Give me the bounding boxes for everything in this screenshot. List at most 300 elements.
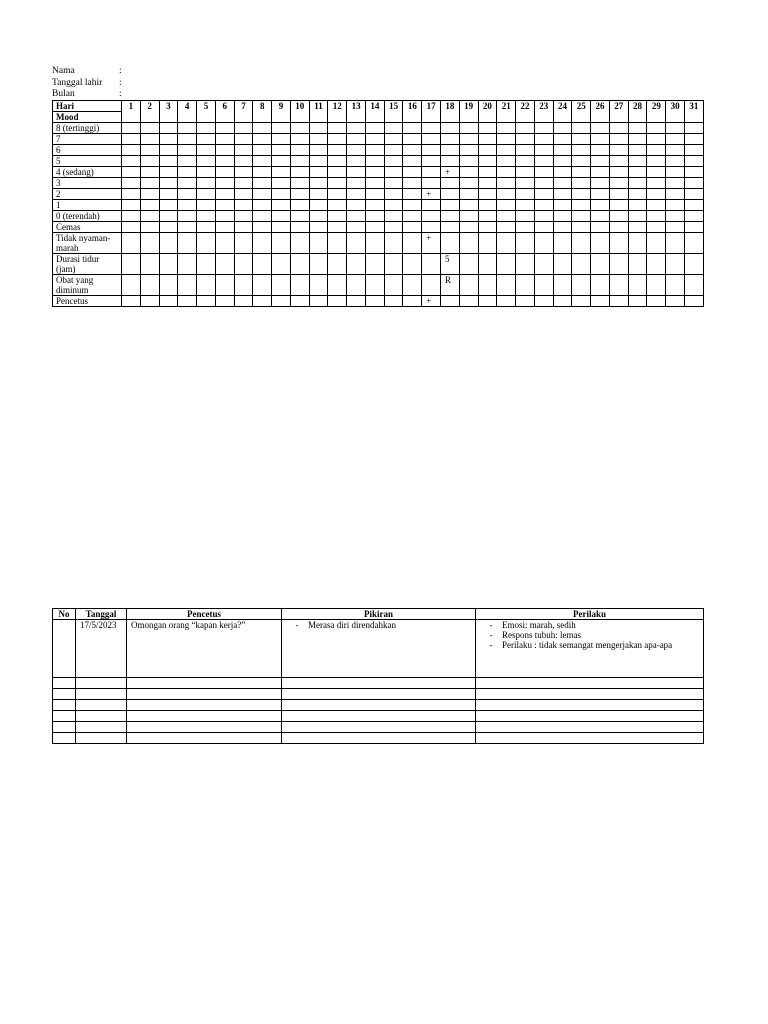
- grid-cell[interactable]: [328, 233, 347, 254]
- grid-cell[interactable]: [159, 200, 178, 211]
- grid-cell[interactable]: [684, 200, 703, 211]
- grid-cell[interactable]: [253, 254, 272, 275]
- grid-cell[interactable]: [666, 156, 685, 167]
- grid-cell[interactable]: [272, 254, 291, 275]
- grid-cell[interactable]: [178, 222, 197, 233]
- empty-cell[interactable]: [53, 700, 76, 711]
- grid-cell[interactable]: [253, 167, 272, 178]
- grid-cell[interactable]: [684, 222, 703, 233]
- grid-cell[interactable]: [516, 200, 535, 211]
- grid-cell[interactable]: [628, 156, 647, 167]
- grid-cell[interactable]: [328, 189, 347, 200]
- grid-cell[interactable]: [122, 145, 141, 156]
- grid-cell[interactable]: [178, 167, 197, 178]
- grid-cell[interactable]: [497, 275, 516, 296]
- grid-cell[interactable]: [309, 123, 328, 134]
- grid-cell[interactable]: [647, 222, 666, 233]
- grid-cell[interactable]: [290, 296, 309, 307]
- grid-cell[interactable]: [290, 156, 309, 167]
- grid-cell[interactable]: [122, 189, 141, 200]
- grid-cell[interactable]: [422, 167, 441, 178]
- grid-cell[interactable]: [253, 233, 272, 254]
- grid-cell[interactable]: [122, 211, 141, 222]
- grid-cell[interactable]: [178, 296, 197, 307]
- grid-cell[interactable]: [534, 156, 553, 167]
- grid-cell[interactable]: [628, 211, 647, 222]
- grid-cell[interactable]: [572, 233, 591, 254]
- grid-cell[interactable]: [384, 189, 403, 200]
- grid-cell[interactable]: [290, 222, 309, 233]
- grid-cell[interactable]: [591, 233, 610, 254]
- grid-cell[interactable]: [347, 296, 366, 307]
- grid-cell[interactable]: [609, 222, 628, 233]
- grid-cell[interactable]: [684, 134, 703, 145]
- grid-cell[interactable]: [403, 254, 422, 275]
- grid-cell[interactable]: [441, 222, 460, 233]
- grid-cell[interactable]: [347, 200, 366, 211]
- grid-cell[interactable]: [253, 200, 272, 211]
- grid-cell[interactable]: [647, 123, 666, 134]
- grid-cell[interactable]: [609, 200, 628, 211]
- grid-cell[interactable]: [403, 211, 422, 222]
- grid-cell[interactable]: [122, 222, 141, 233]
- grid-cell[interactable]: [234, 275, 253, 296]
- grid-cell[interactable]: [253, 145, 272, 156]
- grid-cell[interactable]: [647, 167, 666, 178]
- grid-cell[interactable]: [628, 134, 647, 145]
- grid-cell[interactable]: [553, 200, 572, 211]
- grid-cell[interactable]: [647, 200, 666, 211]
- grid-cell[interactable]: [290, 134, 309, 145]
- grid-cell[interactable]: [140, 296, 159, 307]
- grid-cell[interactable]: [497, 254, 516, 275]
- grid-cell[interactable]: [159, 134, 178, 145]
- grid-cell[interactable]: [422, 275, 441, 296]
- grid-cell[interactable]: [234, 222, 253, 233]
- empty-cell[interactable]: [76, 700, 127, 711]
- grid-cell[interactable]: [441, 233, 460, 254]
- grid-cell[interactable]: [197, 211, 216, 222]
- grid-cell[interactable]: [591, 222, 610, 233]
- grid-cell[interactable]: [197, 222, 216, 233]
- grid-cell[interactable]: [422, 211, 441, 222]
- grid-cell[interactable]: [215, 222, 234, 233]
- grid-cell[interactable]: [459, 211, 478, 222]
- empty-cell[interactable]: [282, 700, 476, 711]
- grid-cell[interactable]: [384, 211, 403, 222]
- grid-cell[interactable]: [666, 123, 685, 134]
- grid-cell[interactable]: [628, 222, 647, 233]
- grid-cell[interactable]: [666, 296, 685, 307]
- empty-cell[interactable]: [282, 689, 476, 700]
- grid-cell[interactable]: [591, 134, 610, 145]
- grid-cell[interactable]: [628, 167, 647, 178]
- grid-cell[interactable]: [384, 178, 403, 189]
- mark-cell[interactable]: +: [422, 296, 441, 307]
- grid-cell[interactable]: [328, 123, 347, 134]
- grid-cell[interactable]: [666, 254, 685, 275]
- grid-cell[interactable]: [309, 222, 328, 233]
- grid-cell[interactable]: [272, 189, 291, 200]
- empty-cell[interactable]: [127, 700, 282, 711]
- grid-cell[interactable]: [516, 211, 535, 222]
- grid-cell[interactable]: [215, 145, 234, 156]
- grid-cell[interactable]: [309, 200, 328, 211]
- grid-cell[interactable]: [459, 200, 478, 211]
- grid-cell[interactable]: [591, 145, 610, 156]
- grid-cell[interactable]: [272, 156, 291, 167]
- grid-cell[interactable]: [365, 123, 384, 134]
- grid-cell[interactable]: [122, 254, 141, 275]
- grid-cell[interactable]: [534, 222, 553, 233]
- grid-cell[interactable]: [628, 145, 647, 156]
- grid-cell[interactable]: [516, 222, 535, 233]
- grid-cell[interactable]: [684, 296, 703, 307]
- grid-cell[interactable]: [516, 167, 535, 178]
- grid-cell[interactable]: [459, 189, 478, 200]
- grid-cell[interactable]: [140, 123, 159, 134]
- grid-cell[interactable]: [384, 145, 403, 156]
- grid-cell[interactable]: [422, 178, 441, 189]
- grid-cell[interactable]: [347, 156, 366, 167]
- grid-cell[interactable]: [197, 156, 216, 167]
- grid-cell[interactable]: [534, 167, 553, 178]
- grid-cell[interactable]: [422, 222, 441, 233]
- grid-cell[interactable]: [572, 178, 591, 189]
- grid-cell[interactable]: [215, 123, 234, 134]
- grid-cell[interactable]: [572, 189, 591, 200]
- grid-cell[interactable]: [459, 222, 478, 233]
- grid-cell[interactable]: [478, 296, 497, 307]
- grid-cell[interactable]: [384, 233, 403, 254]
- grid-cell[interactable]: [159, 189, 178, 200]
- grid-cell[interactable]: [516, 275, 535, 296]
- grid-cell[interactable]: [572, 200, 591, 211]
- grid-cell[interactable]: [684, 156, 703, 167]
- grid-cell[interactable]: [140, 167, 159, 178]
- grid-cell[interactable]: [441, 189, 460, 200]
- grid-cell[interactable]: [403, 123, 422, 134]
- grid-cell[interactable]: [572, 145, 591, 156]
- grid-cell[interactable]: [328, 178, 347, 189]
- empty-cell[interactable]: [476, 711, 704, 722]
- grid-cell[interactable]: [272, 134, 291, 145]
- grid-cell[interactable]: [347, 211, 366, 222]
- grid-cell[interactable]: [365, 134, 384, 145]
- empty-cell[interactable]: [282, 711, 476, 722]
- grid-cell[interactable]: [403, 145, 422, 156]
- empty-cell[interactable]: [76, 722, 127, 733]
- grid-cell[interactable]: [159, 145, 178, 156]
- grid-cell[interactable]: [647, 178, 666, 189]
- grid-cell[interactable]: [140, 275, 159, 296]
- grid-cell[interactable]: [684, 254, 703, 275]
- grid-cell[interactable]: [272, 145, 291, 156]
- grid-cell[interactable]: [553, 123, 572, 134]
- grid-cell[interactable]: [290, 211, 309, 222]
- grid-cell[interactable]: [497, 233, 516, 254]
- grid-cell[interactable]: [647, 156, 666, 167]
- grid-cell[interactable]: [591, 178, 610, 189]
- grid-cell[interactable]: [365, 222, 384, 233]
- grid-cell[interactable]: [159, 222, 178, 233]
- grid-cell[interactable]: [591, 167, 610, 178]
- grid-cell[interactable]: [478, 211, 497, 222]
- grid-cell[interactable]: [347, 134, 366, 145]
- grid-cell[interactable]: [178, 275, 197, 296]
- grid-cell[interactable]: [534, 189, 553, 200]
- grid-cell[interactable]: [591, 211, 610, 222]
- grid-cell[interactable]: [591, 123, 610, 134]
- empty-cell[interactable]: [476, 700, 704, 711]
- empty-cell[interactable]: [476, 722, 704, 733]
- grid-cell[interactable]: [497, 211, 516, 222]
- grid-cell[interactable]: [178, 254, 197, 275]
- grid-cell[interactable]: [197, 145, 216, 156]
- grid-cell[interactable]: [309, 233, 328, 254]
- grid-cell[interactable]: [534, 178, 553, 189]
- grid-cell[interactable]: [666, 167, 685, 178]
- grid-cell[interactable]: [384, 200, 403, 211]
- grid-cell[interactable]: [384, 167, 403, 178]
- entry-perilaku[interactable]: [476, 620, 704, 678]
- grid-cell[interactable]: [534, 123, 553, 134]
- grid-cell[interactable]: [159, 178, 178, 189]
- grid-cell[interactable]: [572, 222, 591, 233]
- grid-cell[interactable]: [478, 134, 497, 145]
- empty-cell[interactable]: [476, 733, 704, 744]
- grid-cell[interactable]: [347, 167, 366, 178]
- grid-cell[interactable]: [290, 233, 309, 254]
- empty-cell[interactable]: [53, 678, 76, 689]
- grid-cell[interactable]: [684, 211, 703, 222]
- grid-cell[interactable]: [384, 254, 403, 275]
- grid-cell[interactable]: [459, 145, 478, 156]
- empty-cell[interactable]: [76, 733, 127, 744]
- grid-cell[interactable]: [215, 275, 234, 296]
- grid-cell[interactable]: [365, 254, 384, 275]
- empty-cell[interactable]: [476, 689, 704, 700]
- grid-cell[interactable]: [572, 275, 591, 296]
- grid-cell[interactable]: [215, 296, 234, 307]
- grid-cell[interactable]: [215, 211, 234, 222]
- grid-cell[interactable]: [178, 178, 197, 189]
- grid-cell[interactable]: [197, 200, 216, 211]
- empty-cell[interactable]: [127, 678, 282, 689]
- grid-cell[interactable]: [140, 254, 159, 275]
- grid-cell[interactable]: [309, 275, 328, 296]
- grid-cell[interactable]: [215, 254, 234, 275]
- grid-cell[interactable]: [666, 200, 685, 211]
- grid-cell[interactable]: [666, 178, 685, 189]
- grid-cell[interactable]: [478, 233, 497, 254]
- grid-cell[interactable]: [178, 233, 197, 254]
- grid-cell[interactable]: [403, 222, 422, 233]
- grid-cell[interactable]: [234, 296, 253, 307]
- grid-cell[interactable]: [403, 156, 422, 167]
- grid-cell[interactable]: [384, 275, 403, 296]
- grid-cell[interactable]: [347, 123, 366, 134]
- grid-cell[interactable]: [365, 275, 384, 296]
- grid-cell[interactable]: [272, 296, 291, 307]
- grid-cell[interactable]: [140, 178, 159, 189]
- grid-cell[interactable]: [328, 275, 347, 296]
- grid-cell[interactable]: [441, 156, 460, 167]
- grid-cell[interactable]: [497, 123, 516, 134]
- grid-cell[interactable]: [441, 296, 460, 307]
- grid-cell[interactable]: [459, 167, 478, 178]
- grid-cell[interactable]: [197, 233, 216, 254]
- grid-cell[interactable]: [647, 211, 666, 222]
- grid-cell[interactable]: [178, 145, 197, 156]
- grid-cell[interactable]: [159, 123, 178, 134]
- grid-cell[interactable]: [497, 222, 516, 233]
- grid-cell[interactable]: [328, 211, 347, 222]
- grid-cell[interactable]: [140, 189, 159, 200]
- grid-cell[interactable]: [609, 167, 628, 178]
- grid-cell[interactable]: [591, 254, 610, 275]
- grid-cell[interactable]: [215, 200, 234, 211]
- grid-cell[interactable]: [628, 178, 647, 189]
- grid-cell[interactable]: [628, 254, 647, 275]
- empty-cell[interactable]: [127, 689, 282, 700]
- grid-cell[interactable]: [328, 254, 347, 275]
- grid-cell[interactable]: [609, 254, 628, 275]
- grid-cell[interactable]: [497, 178, 516, 189]
- grid-cell[interactable]: [384, 123, 403, 134]
- grid-cell[interactable]: [553, 156, 572, 167]
- grid-cell[interactable]: [647, 275, 666, 296]
- grid-cell[interactable]: [197, 123, 216, 134]
- grid-cell[interactable]: [497, 145, 516, 156]
- grid-cell[interactable]: [347, 254, 366, 275]
- grid-cell[interactable]: [290, 200, 309, 211]
- grid-cell[interactable]: [159, 254, 178, 275]
- mark-cell[interactable]: +: [422, 189, 441, 200]
- grid-cell[interactable]: [253, 156, 272, 167]
- grid-cell[interactable]: [122, 296, 141, 307]
- grid-cell[interactable]: [365, 233, 384, 254]
- grid-cell[interactable]: [159, 296, 178, 307]
- grid-cell[interactable]: [253, 123, 272, 134]
- grid-cell[interactable]: [553, 189, 572, 200]
- grid-cell[interactable]: [140, 200, 159, 211]
- grid-cell[interactable]: [347, 178, 366, 189]
- grid-cell[interactable]: [178, 123, 197, 134]
- entry-pikiran[interactable]: [282, 620, 476, 678]
- grid-cell[interactable]: [197, 275, 216, 296]
- grid-cell[interactable]: [516, 233, 535, 254]
- grid-cell[interactable]: [347, 275, 366, 296]
- grid-cell[interactable]: [328, 156, 347, 167]
- grid-cell[interactable]: [290, 167, 309, 178]
- grid-cell[interactable]: [478, 167, 497, 178]
- grid-cell[interactable]: [215, 189, 234, 200]
- grid-cell[interactable]: [666, 275, 685, 296]
- grid-cell[interactable]: [365, 200, 384, 211]
- grid-cell[interactable]: [478, 189, 497, 200]
- grid-cell[interactable]: [178, 189, 197, 200]
- mark-cell[interactable]: +: [441, 167, 460, 178]
- grid-cell[interactable]: [290, 145, 309, 156]
- grid-cell[interactable]: [553, 167, 572, 178]
- grid-cell[interactable]: [197, 189, 216, 200]
- grid-cell[interactable]: [309, 145, 328, 156]
- grid-cell[interactable]: [403, 178, 422, 189]
- grid-cell[interactable]: [609, 178, 628, 189]
- grid-cell[interactable]: [609, 233, 628, 254]
- grid-cell[interactable]: [234, 233, 253, 254]
- grid-cell[interactable]: [666, 134, 685, 145]
- grid-cell[interactable]: [234, 134, 253, 145]
- grid-cell[interactable]: [459, 156, 478, 167]
- grid-cell[interactable]: [122, 178, 141, 189]
- grid-cell[interactable]: [534, 134, 553, 145]
- grid-cell[interactable]: [234, 167, 253, 178]
- grid-cell[interactable]: [215, 178, 234, 189]
- grid-cell[interactable]: [497, 167, 516, 178]
- grid-cell[interactable]: [347, 222, 366, 233]
- grid-cell[interactable]: [534, 145, 553, 156]
- grid-cell[interactable]: [666, 189, 685, 200]
- grid-cell[interactable]: [478, 178, 497, 189]
- grid-cell[interactable]: [647, 145, 666, 156]
- grid-cell[interactable]: [422, 200, 441, 211]
- grid-cell[interactable]: [516, 156, 535, 167]
- grid-cell[interactable]: [647, 296, 666, 307]
- grid-cell[interactable]: [290, 275, 309, 296]
- grid-cell[interactable]: [159, 167, 178, 178]
- grid-cell[interactable]: [478, 222, 497, 233]
- grid-cell[interactable]: [290, 189, 309, 200]
- grid-cell[interactable]: [253, 296, 272, 307]
- grid-cell[interactable]: [647, 254, 666, 275]
- grid-cell[interactable]: [365, 145, 384, 156]
- grid-cell[interactable]: [140, 156, 159, 167]
- grid-cell[interactable]: [290, 254, 309, 275]
- grid-cell[interactable]: [534, 211, 553, 222]
- grid-cell[interactable]: [647, 134, 666, 145]
- grid-cell[interactable]: [516, 178, 535, 189]
- grid-cell[interactable]: [572, 296, 591, 307]
- grid-cell[interactable]: [309, 167, 328, 178]
- grid-cell[interactable]: [553, 211, 572, 222]
- grid-cell[interactable]: [666, 145, 685, 156]
- empty-cell[interactable]: [476, 678, 704, 689]
- grid-cell[interactable]: [497, 134, 516, 145]
- grid-cell[interactable]: [422, 123, 441, 134]
- mark-cell[interactable]: 5: [441, 254, 460, 275]
- grid-cell[interactable]: [684, 167, 703, 178]
- grid-cell[interactable]: [140, 233, 159, 254]
- grid-cell[interactable]: [272, 233, 291, 254]
- grid-cell[interactable]: [215, 167, 234, 178]
- grid-cell[interactable]: [328, 134, 347, 145]
- grid-cell[interactable]: [609, 145, 628, 156]
- grid-cell[interactable]: [140, 222, 159, 233]
- grid-cell[interactable]: [365, 178, 384, 189]
- grid-cell[interactable]: [628, 189, 647, 200]
- grid-cell[interactable]: [253, 222, 272, 233]
- grid-cell[interactable]: [591, 189, 610, 200]
- grid-cell[interactable]: [609, 156, 628, 167]
- grid-cell[interactable]: [122, 275, 141, 296]
- grid-cell[interactable]: [459, 275, 478, 296]
- grid-cell[interactable]: [253, 275, 272, 296]
- grid-cell[interactable]: [553, 296, 572, 307]
- grid-cell[interactable]: [684, 233, 703, 254]
- grid-cell[interactable]: [628, 275, 647, 296]
